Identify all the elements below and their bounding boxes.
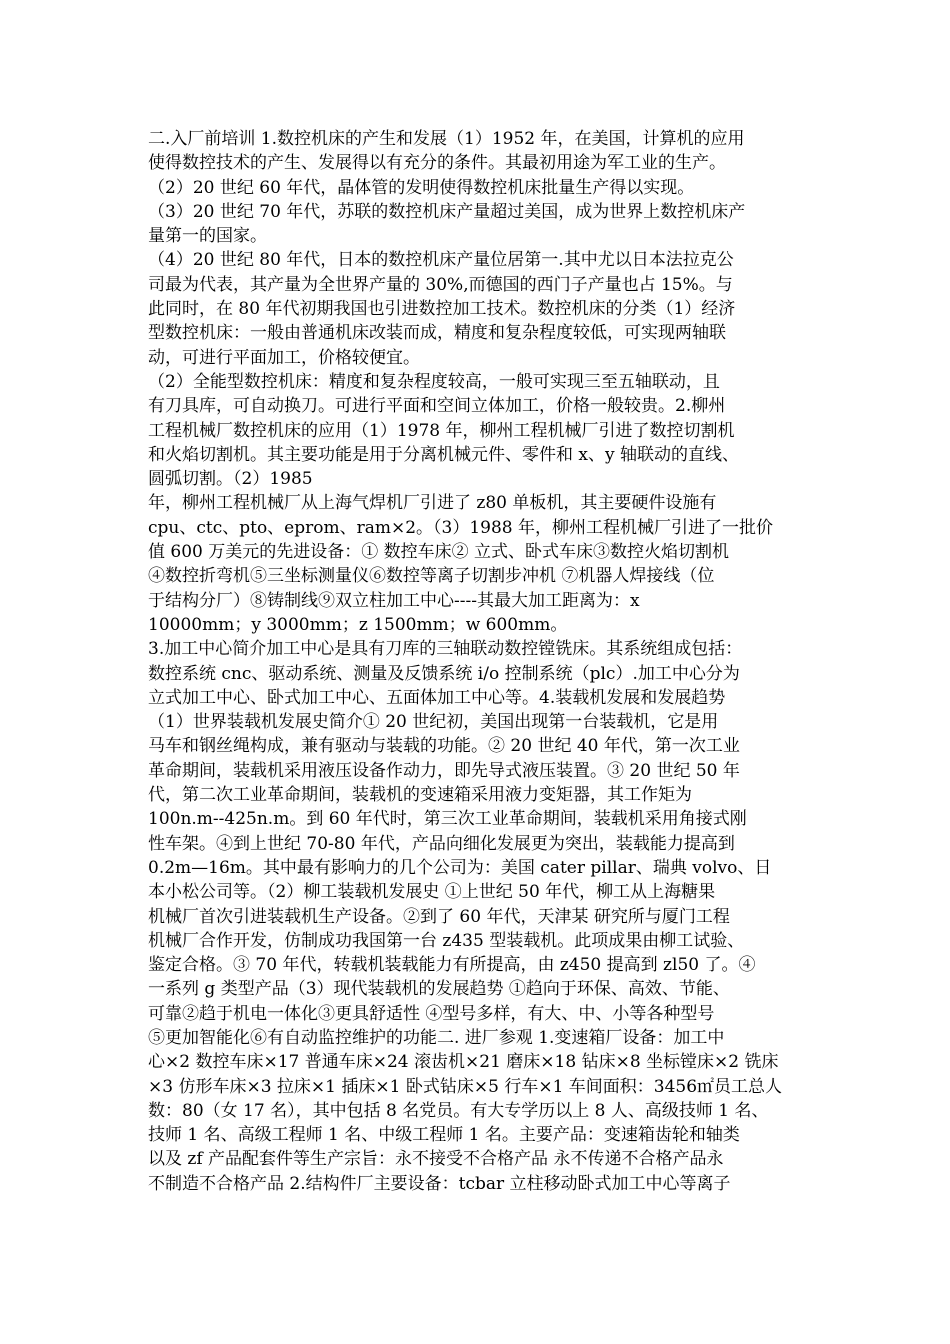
text-line: 此同时，在 80 年代初期我国也引进数控加工技术。数控机床的分类（1）经济 <box>148 299 736 320</box>
text-line: 本小松公司等。（2）柳工装载机发展史 ①上世纪 50 年代，柳工从上海糖果 <box>148 882 716 903</box>
text-line: 机械厂合作开发，仿制成功我国第一台 z435 型装载机。此项成果由柳工试验、 <box>148 930 745 951</box>
text-line: 圆弧切割。（2）1985 <box>148 469 313 490</box>
text-line: 不制造不合格产品 2.结构件厂主要设备：tcbar 立柱移动卧式加工中心等离子 <box>148 1173 731 1194</box>
text-line: 可靠②趋于机电一体化③更具舒适性 ④型号多样，有大、中、小等各种型号 <box>148 1003 715 1024</box>
text-line: 10000mm；y 3000mm；z 1500mm；w 600mm。 <box>148 614 568 635</box>
text-line: 工程机械厂数控机床的应用（1）1978 年，柳州工程机械厂引进了数控切割机 <box>148 420 735 441</box>
text-line: 革命期间，装载机采用液压设备作动力，即先导式液压装置。③ 20 世纪 50 年 <box>148 760 740 781</box>
text-line: 鉴定合格。③ 70 年代，转载机装载能力有所提高，由 z450 提高到 zl50 了。④ <box>148 955 756 976</box>
text-line: cpu、ctc、pto、eprom、ram×2。（3）1988 年，柳州工程机械厂引进了一批价 <box>148 517 774 538</box>
text-line: 司最为代表，其产量为全世界产量的 30%,而德国的西门子产量也占 15%。与 <box>148 274 733 295</box>
text-line: 性车架。④到上世纪 70-80 年代，产品向细化发展更为突出，装载能力提高到 <box>148 833 735 854</box>
text-line: （2）全能型数控机床：精度和复杂程度较高，一般可实现三至五轴联动，且 <box>148 371 720 392</box>
text-line: 代，第二次工业革命期间，装载机的变速箱采用液力变矩器，其工作矩为 <box>148 785 692 806</box>
text-line: （4）20 世纪 80 年代，日本的数控机床产量位居第一.其中尤以日本法拉克公 <box>148 250 734 271</box>
text-line: 0.2m—16m。其中最有影响力的几个公司为：美国 cater pillar、瑞典 volvo、日 <box>148 857 772 878</box>
text-line: 3.加工中心简介加工中心是具有刀库的三轴联动数控镗铣床。其系统组成包括： <box>148 639 743 660</box>
text-line: 100n.m--425n.m。到 60 年代时，第三次工业革命期间，装载机采用角接式刚 <box>148 809 747 830</box>
text-line: 机械厂首次引进装载机生产设备。②到了 60 年代，天津某 研究所与厦门工程 <box>148 906 730 927</box>
text-line: 一系列 g 类型产品（3）现代装载机的发展趋势 ①趋向于环保、高效、节能、 <box>148 979 730 1000</box>
text-line: 马车和钢丝绳构成，兼有驱动与装载的功能。② 20 世纪 40 年代，第一次工业 <box>148 736 740 757</box>
text-line: 值 600 万美元的先进设备：① 数控车床② 立式、卧式车床③数控火焰切割机 <box>148 542 730 563</box>
body-text <box>148 127 813 1196</box>
text-line: 量第一的国家。 <box>148 226 267 247</box>
text-line: （3）20 世纪 70 年代，苏联的数控机床产量超过美国，成为世界上数控机床产 <box>148 201 746 222</box>
text-line: （2）20 世纪 60 年代，晶体管的发明使得数控机床批量生产得以实现。 <box>148 177 695 198</box>
text-line: 心×2 数控车床×17 普通车床×24 滚齿机×21 磨床×18 钻床×8 坐标镗床×2 铣床 <box>148 1052 779 1073</box>
text-line: 数控系统 cnc、驱动系统、测量及反馈系统 i/o 控制系统（plc）.加工中心分为 <box>148 663 740 684</box>
text-line: 动，可进行平面加工，价格较便宜。 <box>148 347 420 368</box>
text-line: ④数控折弯机⑤三坐标测量仪⑥数控等离子切割步冲机 ⑦机器人焊接线（位 <box>148 566 715 587</box>
text-line: 数：80（女 17 名），其中包括 8 名党员。有大专学历以上 8 人、高级技师 1 名、 <box>148 1100 769 1121</box>
text-line: 使得数控技术的产生、发展得以有充分的条件。其最初用途为军工业的生产。 <box>148 153 726 174</box>
text-line: 技师 1 名、高级工程师 1 名、中级工程师 1 名。主要产品：变速箱齿轮和轴类 <box>148 1125 740 1146</box>
text-line: ×3 仿形车床×3 拉床×1 插床×1 卧式钻床×5 行车×1 车间面积：3456㎡员工总人 <box>148 1076 783 1097</box>
text-line: ⑤更加智能化⑥有自动监控维护的功能二. 进厂参观 1.变速箱厂设备：加工中 <box>148 1027 725 1048</box>
text-line: 和火焰切割机。其主要功能是用于分离机械元件、零件和 x、y 轴联动的直线、 <box>148 444 739 465</box>
text-line: 以及 zf 产品配套件等生产宗旨：永不接受不合格产品 永不传递不合格产品永 <box>148 1149 724 1170</box>
text-line: （1）世界装载机发展史简介① 20 世纪初，美国出现第一台装载机，它是用 <box>148 712 719 733</box>
text-line: 有刀具库，可自动换刀。可进行平面和空间立体加工，价格一般较贵。2.柳州 <box>148 396 726 417</box>
text-line: 立式加工中心、卧式加工中心、五面体加工中心等。4.装载机发展和发展趋势 <box>148 687 726 708</box>
text-line: 型数控机床：一般由普通机床改装而成，精度和复杂程度较低，可实现两轴联 <box>148 323 726 344</box>
text-line: 年，柳州工程机械厂从上海气焊机厂引进了 z80 单板机，其主要硬件设施有 <box>148 493 717 514</box>
text-line: 二.入厂前培训 1.数控机床的产生和发展（1）1952 年，在美国，计算机的应用 <box>148 129 745 149</box>
text-line: 于结构分厂）⑧铸制线⑨双立柱加工中心----其最大加工距离为：x <box>148 590 640 611</box>
